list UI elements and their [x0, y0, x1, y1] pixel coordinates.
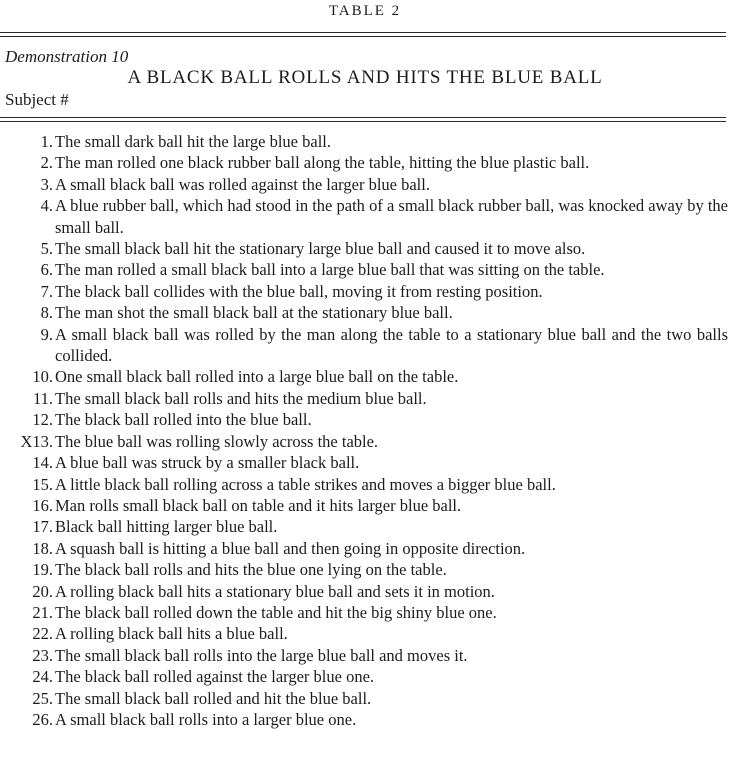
item-number: 3. [40, 174, 53, 194]
item-text: The black ball rolled down the table and hit the big shiny blue one. [55, 602, 497, 622]
header-rule-1 [0, 117, 726, 118]
item-text: The small black ball rolls and hits the medium blue ball. [55, 388, 427, 408]
list-item [0, 388, 728, 409]
item-text: A small black ball was rolled by the man along the table to a stationary blue ball and the two balls collided. [55, 324, 728, 366]
list-item [0, 581, 728, 602]
list-item [0, 516, 728, 537]
item-number: 5. [40, 239, 53, 259]
item-text: The man shot the small black ball at the stationary blue ball. [55, 303, 453, 323]
item-text: A rolling black ball hits a stationary blue ball and sets it in motion. [55, 581, 495, 601]
table-label: TABLE 2 [328, 3, 402, 19]
list-item [0, 645, 728, 666]
list-item [0, 131, 728, 152]
item-number: 8. [40, 303, 53, 323]
list-item [0, 538, 728, 559]
item-text: The small black ball rolls into the large blue ball and moves it. [55, 645, 468, 665]
item-number: 19. [32, 560, 53, 580]
item-number: 15. [32, 474, 53, 494]
item-number: 24. [32, 667, 53, 687]
item-text: A blue ball was struck by a smaller black ball. [55, 453, 360, 473]
list-item [0, 709, 728, 730]
list-item [0, 238, 728, 259]
item-text: A blue rubber ball, which had stood in the path of a small black rubber ball, was knocked away by the small ball. [55, 196, 728, 237]
header-rule-2 [0, 121, 726, 122]
item-text: The small black ball hit the stationary large blue ball and caused it to move also. [55, 239, 586, 259]
item-text: A small black ball rolls into a larger blue one. [55, 709, 357, 729]
list-item [0, 259, 728, 280]
list-item [0, 688, 728, 709]
list-item [0, 174, 728, 195]
item-number: 25. [32, 688, 53, 708]
list-item [0, 666, 728, 687]
item-number: 7. [40, 281, 53, 301]
list-item [0, 324, 728, 367]
top-rule-2 [0, 36, 726, 37]
item-text: The black ball rolls and hits the blue one lying on the table. [55, 560, 447, 580]
list-item [0, 559, 728, 580]
item-text: The blue ball was rolling slowly across the table. [55, 431, 379, 451]
item-text: A little black ball rolling across a table strikes and moves a bigger blue ball. [55, 474, 556, 494]
list-item [0, 452, 728, 473]
demonstration-label: Demonstration 10 [5, 47, 129, 66]
list-item [0, 495, 728, 516]
item-text: The man rolled a small black ball into a large blue ball that was sitting on the table. [55, 260, 605, 280]
item-text: A rolling black ball hits a blue ball. [55, 624, 288, 644]
item-number: X13. [20, 431, 53, 451]
item-number: 17. [32, 517, 53, 537]
item-text: The small dark ball hit the large blue ball. [55, 132, 331, 151]
list-item [0, 431, 728, 452]
item-number: 14. [32, 453, 53, 473]
item-text: The black ball rolled against the larger blue one. [55, 667, 375, 687]
item-number: 16. [32, 495, 53, 515]
list-item [0, 152, 728, 173]
demonstration-title: A BLACK BALL ROLLS AND HITS THE BLUE BALL [127, 67, 603, 88]
item-number: 10. [32, 367, 53, 387]
item-number: 22. [32, 624, 53, 644]
item-text: Man rolls small black ball on table and it hits larger blue ball. [55, 495, 462, 515]
item-number: 21. [32, 602, 53, 622]
top-rule-1 [0, 32, 726, 33]
item-number: 26. [32, 709, 53, 729]
list-item [0, 195, 728, 238]
item-number: 12. [32, 410, 53, 430]
item-text: Black ball hitting larger blue ball. [55, 517, 278, 537]
item-text: The small black ball rolled and hit the blue ball. [55, 688, 372, 708]
item-text: The black ball collides with the blue ball, moving it from resting position. [55, 281, 543, 301]
item-number: 9. [40, 324, 53, 344]
list-item [0, 602, 728, 623]
item-number: 20. [32, 581, 53, 601]
item-number: 23. [32, 645, 53, 665]
item-number: 1. [40, 132, 53, 151]
item-number: 6. [40, 260, 53, 280]
item-number: 4. [40, 196, 53, 216]
item-text: The man rolled one black rubber ball along the table, hitting the blue plastic ball. [55, 153, 590, 173]
response-list [0, 131, 728, 730]
list-item [0, 366, 728, 387]
list-item [0, 302, 728, 323]
list-item [0, 281, 728, 302]
item-number: 11. [32, 388, 53, 408]
item-text: The black ball rolled into the blue ball. [55, 410, 312, 430]
list-item [0, 623, 728, 644]
subject-label: Subject # [5, 90, 69, 109]
item-number: 18. [32, 538, 53, 558]
item-text: One small black ball rolled into a large blue ball on the table. [55, 367, 459, 387]
item-number: 2. [40, 153, 53, 173]
list-item [0, 474, 728, 495]
list-item [0, 409, 728, 430]
item-text: A squash ball is hitting a blue ball and then going in opposite direction. [55, 538, 526, 558]
item-text: A small black ball was rolled against the larger blue ball. [55, 174, 430, 194]
